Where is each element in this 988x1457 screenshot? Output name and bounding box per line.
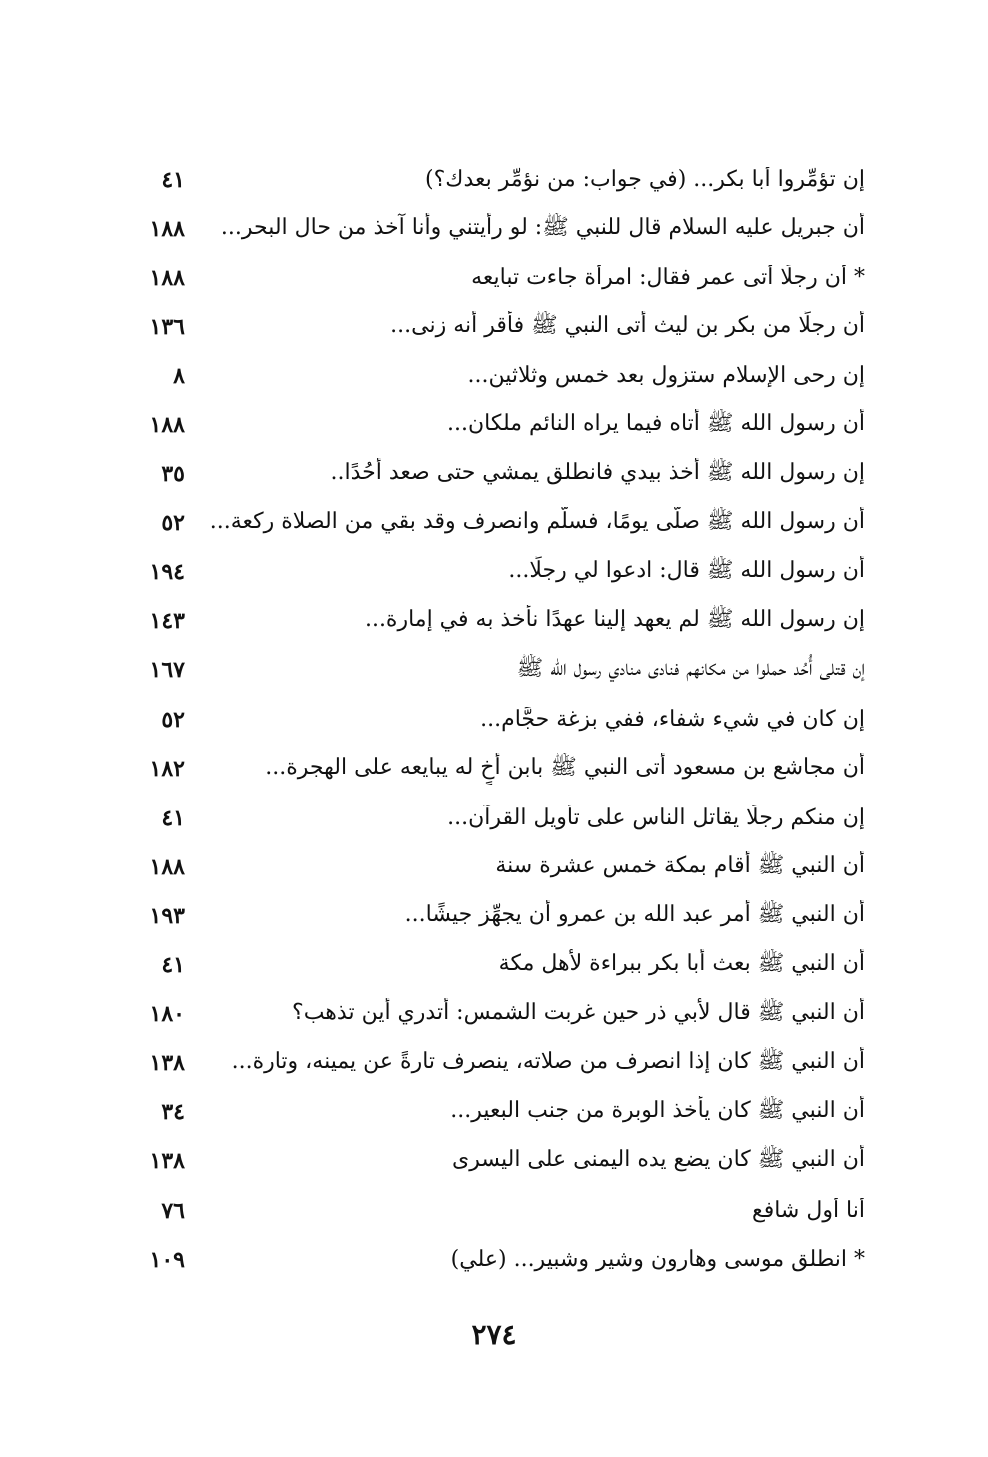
index-entry <box>95 941 865 990</box>
entry-text: أن النبي ﷺ بعث أبا بكر ببراءة لأهل مكة <box>498 951 865 977</box>
index-entry <box>95 499 865 548</box>
entry-text: أن مجاشع بن مسعود أتى النبي ﷺ بابن أخٍ له يبايعه على الهجرة... <box>265 754 865 780</box>
entry-text: أن رسول الله ﷺ أتاه فيما يراه النائم ملكان... <box>446 411 865 437</box>
index-entry <box>95 204 865 253</box>
entry-text: إن رسول الله ﷺ أخذ بيدي فانطلق يمشي حتى صعد أُحُدًا.. <box>330 460 865 486</box>
entry-text: إن كان في شيء شفاء، ففي بزغة حجَّام... <box>480 707 865 733</box>
entry-text: أن النبي ﷺ كان يأخذ الوبرة من جنب البعير... <box>450 1098 865 1124</box>
entry-page-number: ٤١ <box>161 804 185 831</box>
entry-page-number: ١٨٨ <box>149 264 185 291</box>
entry-page-number: ١٤٣ <box>149 608 185 635</box>
entry-page-number: ١٨٨ <box>149 215 185 242</box>
entry-page-number: ١٠٩ <box>149 1246 185 1273</box>
index-entry <box>95 990 865 1039</box>
entry-text: أن جبريل عليه السلام قال للنبي ﷺ: لو رأيتني وأنا آخذ من حال البحر... <box>220 214 865 240</box>
index-entry <box>95 1039 865 1088</box>
index-entry <box>95 450 865 499</box>
entry-text: إن قتلى أُحُد حملوا من مكانهم فنادى منادي رسول الله ﷺ <box>516 656 865 682</box>
entry-page-number: ٥٢ <box>161 510 185 537</box>
index-entry <box>95 793 865 842</box>
entry-text: أنا أول شافع <box>751 1198 865 1224</box>
index-entry <box>95 351 865 400</box>
entry-page-number: ٧٦ <box>161 1197 185 1224</box>
entry-text: إن رسول الله ﷺ لم يعهد إلينا عهدًا نأخذ به في إمارة... <box>364 607 865 633</box>
entry-page-number: ١٩٣ <box>149 902 185 929</box>
entry-page-number: ١٣٨ <box>149 1050 185 1077</box>
entry-text: أن رسول الله ﷺ صلَّى يومًا، فسلَّم وانصرف وقد بقي من الصلاة ركعة... <box>209 509 865 535</box>
entry-text: أن رسول الله ﷺ قال: ادعوا لي رجلًا... <box>508 558 865 584</box>
index-entry <box>95 1235 865 1284</box>
index-entry <box>95 597 865 646</box>
entry-page-number: ١٦٧ <box>149 657 185 684</box>
entry-page-number: ٨ <box>173 362 185 389</box>
index-entry <box>95 646 865 695</box>
entry-page-number: ٤١ <box>161 166 185 193</box>
entry-text: إن رحى الإسلام ستزول بعد خمس وثلاثين... <box>467 363 865 389</box>
index-entry <box>95 842 865 891</box>
index-entry <box>95 744 865 793</box>
index-entry <box>95 1088 865 1137</box>
index-list <box>95 155 865 1284</box>
entry-page-number: ٤١ <box>161 952 185 979</box>
entry-text: إن منكم رجلًا يقاتل الناس على تأويل القرآن... <box>447 805 865 831</box>
index-entry <box>95 891 865 940</box>
entry-page-number: ١٨٢ <box>149 755 185 782</box>
entry-page-number: ٣٥ <box>161 461 185 488</box>
entry-text: أن النبي ﷺ أمر عبد الله بن عمرو أن يجهِّز جيشًا... <box>404 901 865 927</box>
index-entry <box>95 253 865 302</box>
entry-page-number: ١٨٨ <box>149 853 185 880</box>
entry-page-number: ١٩٤ <box>149 559 185 586</box>
entry-page-number: ٥٢ <box>161 706 185 733</box>
page-number: ٢٧٤ <box>471 1318 517 1351</box>
entry-page-number: ١٣٨ <box>149 1148 185 1175</box>
entry-page-number: ٣٤ <box>161 1099 185 1126</box>
index-entry <box>95 400 865 449</box>
entry-page-number: ١٨٠ <box>149 1001 185 1028</box>
entry-page-number: ١٨٨ <box>149 412 185 439</box>
index-entry <box>95 1186 865 1235</box>
entry-text: * أن رجلًا أتى عمر فقال: امرأة جاءت تبايعه <box>471 265 865 291</box>
entry-page-number: ١٣٦ <box>149 313 185 340</box>
entry-text: أن النبي ﷺ كان يضع يده اليمنى على اليسرى <box>452 1147 865 1173</box>
index-entry <box>95 155 865 204</box>
entry-text: أن النبي ﷺ قال لأبي ذر حين غربت الشمس: أتدري أين تذهب؟ <box>292 1000 865 1026</box>
index-entry <box>95 1137 865 1186</box>
entry-text: أن النبي ﷺ كان إذا انصرف من صلاته، ينصرف تارةً عن يمينه، وتارة... <box>231 1049 865 1075</box>
index-entry <box>95 302 865 351</box>
entry-text: * انطلق موسى وهارون وشير وشبير... (علي) <box>450 1247 865 1273</box>
entry-text: أن النبي ﷺ أقام بمكة خمس عشرة سنة <box>495 852 865 878</box>
entry-text: إن تؤمِّروا أبا بكر... (في جواب: من نؤمِّر بعدك؟) <box>425 167 865 193</box>
index-entry <box>95 695 865 744</box>
entry-text: أن رجلًا من بكر بن ليث أتى النبي ﷺ فأقر أنه زنى... <box>390 312 865 338</box>
index-entry <box>95 548 865 597</box>
